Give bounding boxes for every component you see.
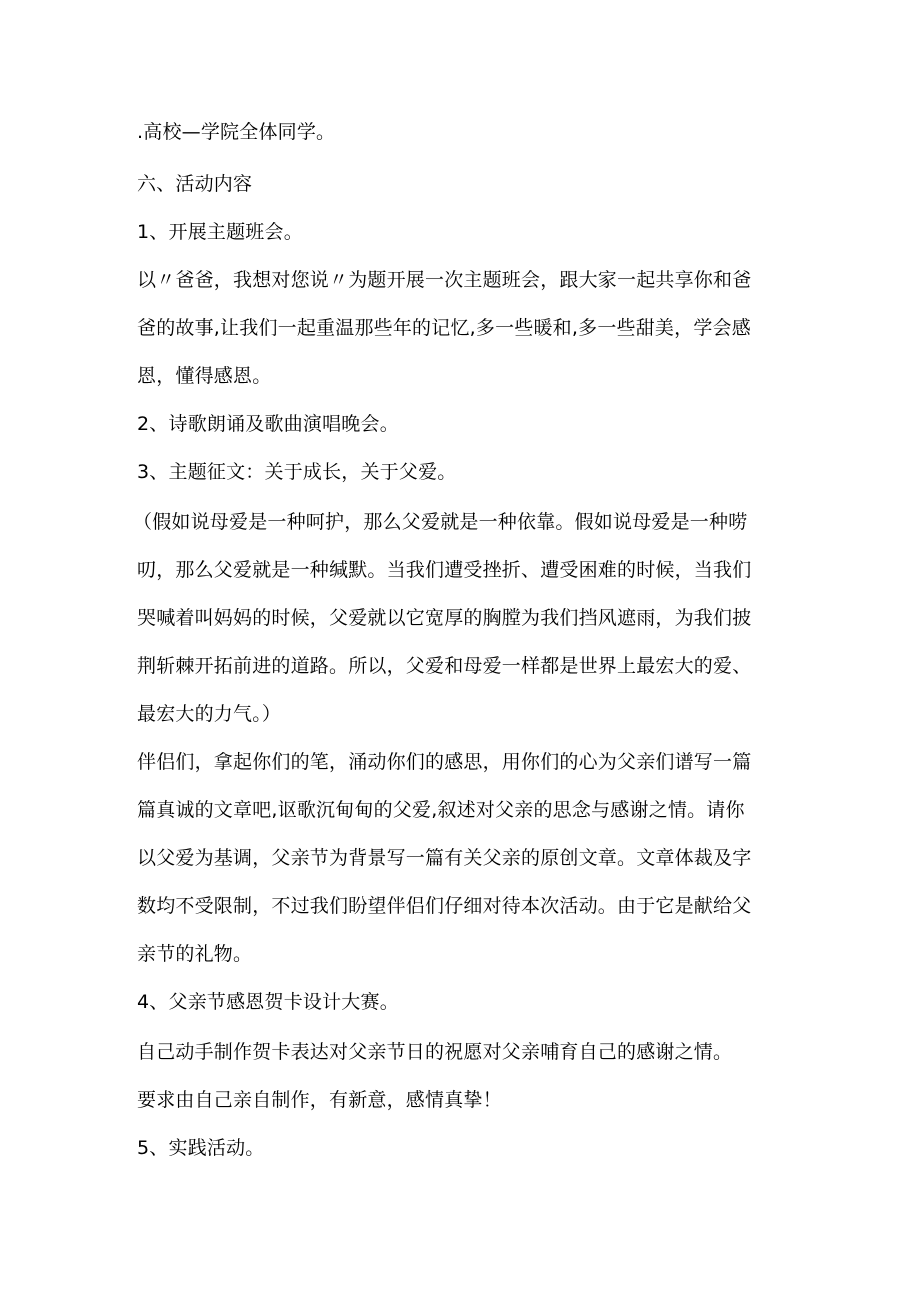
paragraph-line: 亲节的礼物。 <box>137 943 253 965</box>
item-1-heading: 1、开展主题班会。 <box>137 221 303 243</box>
audience-line: .高校—学院全体同学。 <box>137 121 336 143</box>
item-2-heading: 2、诗歌朗诵及歌曲演唱晚会。 <box>137 413 399 435</box>
paragraph-line: 哭喊着叫妈妈的时候，父爱就以它宽厚的胸膛为我们挡风遮雨，为我们披 <box>137 607 752 629</box>
paragraph-line: 叨，那么父爱就是一种缄默。当我们遭受挫折、遭受困难的时候，当我们 <box>137 559 752 581</box>
paragraph-line: 恩，懂得感恩。 <box>137 365 272 387</box>
paragraph-line: 荆斩棘开拓前进的道路。所以，父爱和母爱一样都是世界上最宏大的爱、 <box>137 655 752 677</box>
paragraph-line: 爸的故事,让我们一起重温那些年的记忆,多一些暖和,多一些甜美，学会感 <box>137 317 751 339</box>
paragraph-line: 自己动手制作贺卡表达对父亲节日的祝愿对父亲哺育自己的感谢之情。 <box>137 1041 733 1063</box>
item-5-heading: 5、实践活动。 <box>137 1137 265 1159</box>
paragraph-line: 要求由自己亲自制作，有新意，感情真挚！ <box>137 1089 502 1111</box>
paragraph-line: 以父爱为基调，父亲节为背景写一篇有关父亲的原创文章。文章体裁及字 <box>137 847 752 869</box>
item-3-heading: 3、主题征文：关于成长，关于父爱。 <box>137 461 457 483</box>
paragraph-line: 以〃爸爸，我想对您说〃为题开展一次主题班会，跟大家一起共享你和爸 <box>137 269 752 291</box>
paragraph-line: 数均不受限制，不过我们盼望伴侣们仔细对待本次活动。由于它是献给父 <box>137 895 752 917</box>
paragraph-line: （假如说母爱是一种呵护，那么父爱就是一种依靠。假如说母爱是一种唠 <box>133 511 748 533</box>
section-heading-activity-content: 六、活动内容 <box>137 173 253 195</box>
paragraph-line: 最宏大的力气。） <box>137 703 282 725</box>
item-4-heading: 4、父亲节感恩贺卡设计大赛。 <box>137 991 399 1013</box>
paragraph-line: 伴侣们，拿起你们的笔，涌动你们的感思，用你们的心为父亲们谱写一篇 <box>137 751 752 773</box>
paragraph-line: 篇真诚的文章吧,讴歌沉甸甸的父爱,叙述对父亲的思念与感谢之情。请你 <box>137 799 745 821</box>
